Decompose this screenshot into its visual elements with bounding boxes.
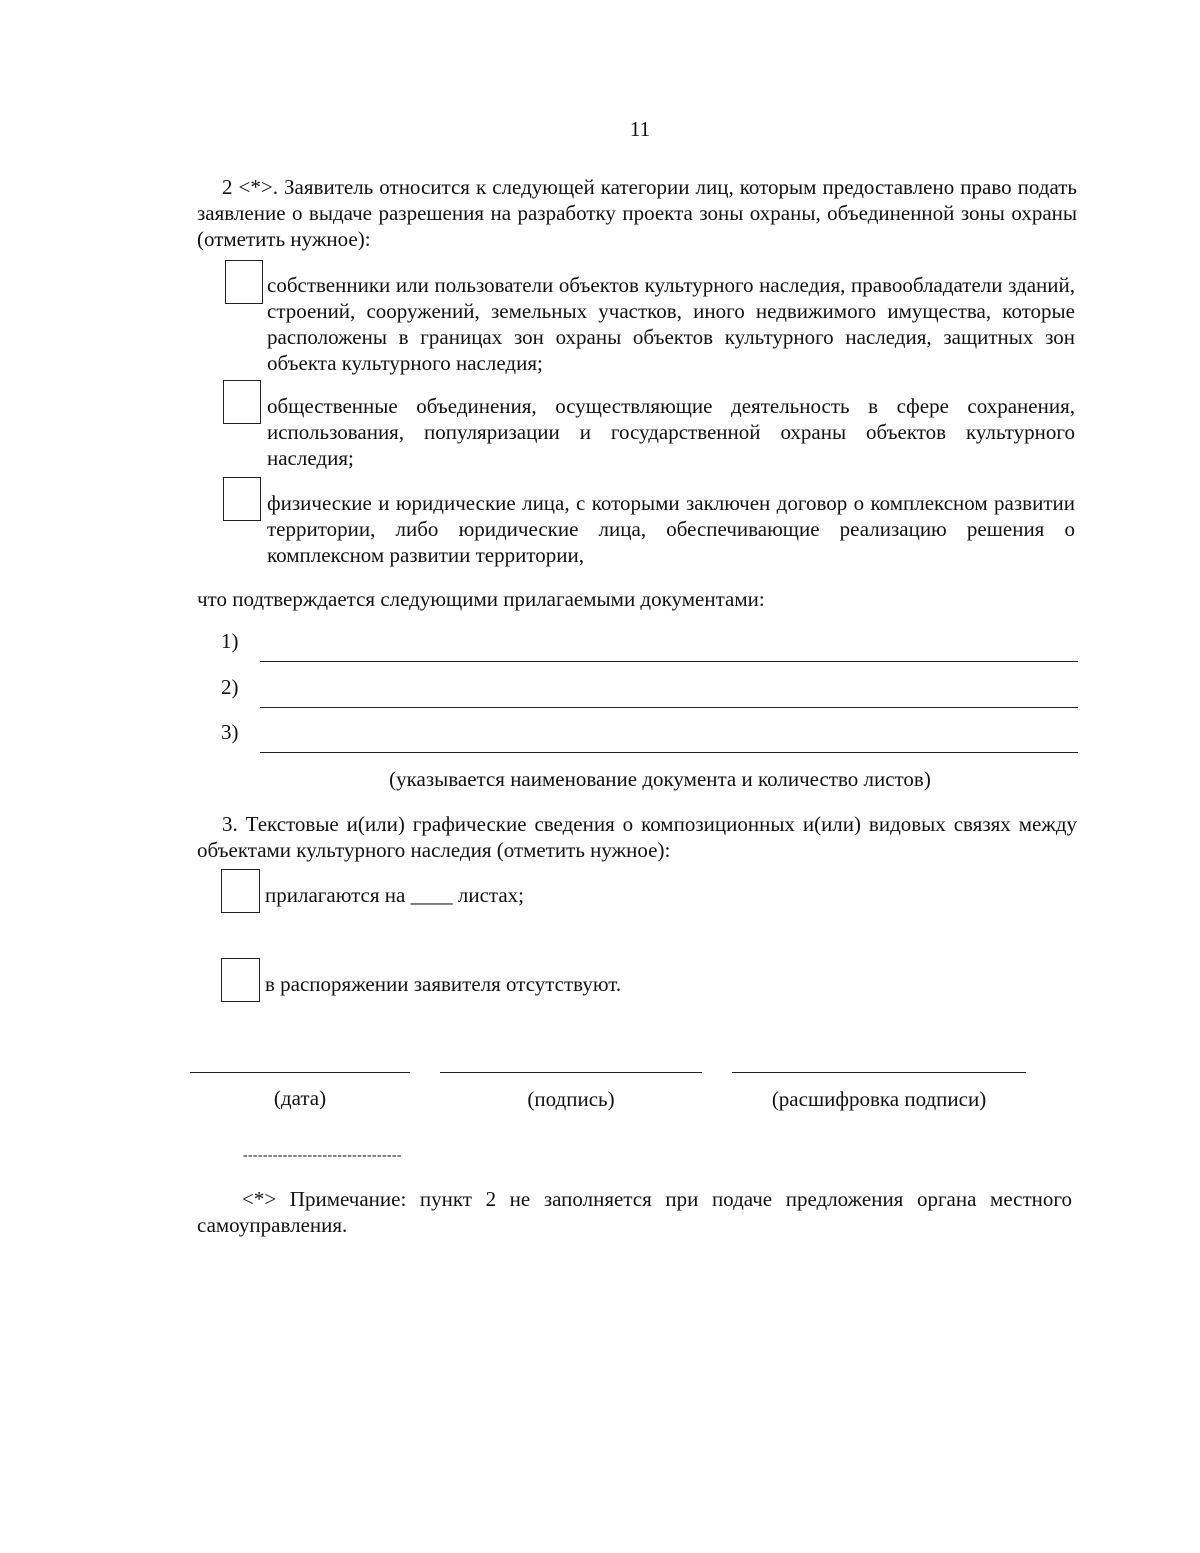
confirm-text: что подтверждается следующими прилагаемыми документами: bbox=[197, 587, 765, 611]
attached-label bbox=[265, 882, 665, 908]
sheets-count-blank[interactable]: ____ bbox=[410, 883, 453, 907]
absent-label: в распоряжении заявителя отсутствуют. bbox=[265, 972, 622, 996]
document-number-2: 2) bbox=[221, 675, 239, 699]
attached-suffix: листах; bbox=[457, 883, 524, 907]
date-line[interactable] bbox=[190, 1072, 410, 1073]
attached-prefix: прилагаются на bbox=[265, 883, 406, 907]
section2-intro: 2 <*>. Заявитель относится к следующей категории лиц, которым предоставлено право подать заявление о выдаче разрешения на разработку проекта зоны охраны, объединенной зоны охраны (отметить нужное): bbox=[197, 175, 1077, 251]
attached-checkbox[interactable] bbox=[221, 869, 260, 913]
document-line-3 bbox=[260, 752, 1078, 753]
footnote-text: <*> Примечание: пункт 2 не заполняется при подаче предложения органа местного самоуправления. bbox=[197, 1187, 1072, 1237]
option3-checkbox[interactable] bbox=[223, 477, 261, 521]
document-line-1 bbox=[260, 661, 1078, 662]
documents-hint: (указывается наименование документа и количество листов) bbox=[389, 767, 931, 791]
document-number-1: 1) bbox=[221, 629, 239, 653]
signature-decode-line[interactable] bbox=[732, 1072, 1026, 1073]
signature-line[interactable] bbox=[440, 1072, 702, 1073]
absent-checkbox[interactable] bbox=[221, 958, 260, 1002]
option3-label: физические и юридические лица, с которыми заключен договор о комплексном развитии территории, либо юридические лица, обеспечивающие реализацию решения о комплексном развитии территории, bbox=[267, 491, 1075, 567]
date-label: (дата) bbox=[273, 1086, 327, 1110]
footnote-separator: -------------------------------- bbox=[243, 1148, 402, 1163]
document-number-3: 3) bbox=[221, 720, 239, 744]
page-number: 11 bbox=[629, 117, 651, 141]
option2-label: общественные объединения, осуществляющие деятельность в сфере сохранения, использования, популяризации и государственной охраны объектов культурного наследия; bbox=[267, 394, 1075, 470]
signature-decode-label: (расшифровка подписи) bbox=[771, 1087, 987, 1111]
option2-checkbox[interactable] bbox=[223, 380, 261, 424]
option1-checkbox[interactable] bbox=[225, 260, 263, 304]
option1-label: собственники или пользователи объектов культурного наследия, правообладатели зданий, строений, сооружений, земельных участков, иного недвижимого имущества, которые расположены в границах зон охраны объектов культурного наследия, защитных зон объекта культурного наследия; bbox=[267, 273, 1075, 375]
document-line-2 bbox=[260, 707, 1078, 708]
section3-intro: 3. Текстовые и(или) графические сведения о композиционных и(или) видовых связях между объектами культурного наследия (отметить нужное): bbox=[197, 812, 1077, 862]
signature-label: (подпись) bbox=[527, 1087, 615, 1111]
